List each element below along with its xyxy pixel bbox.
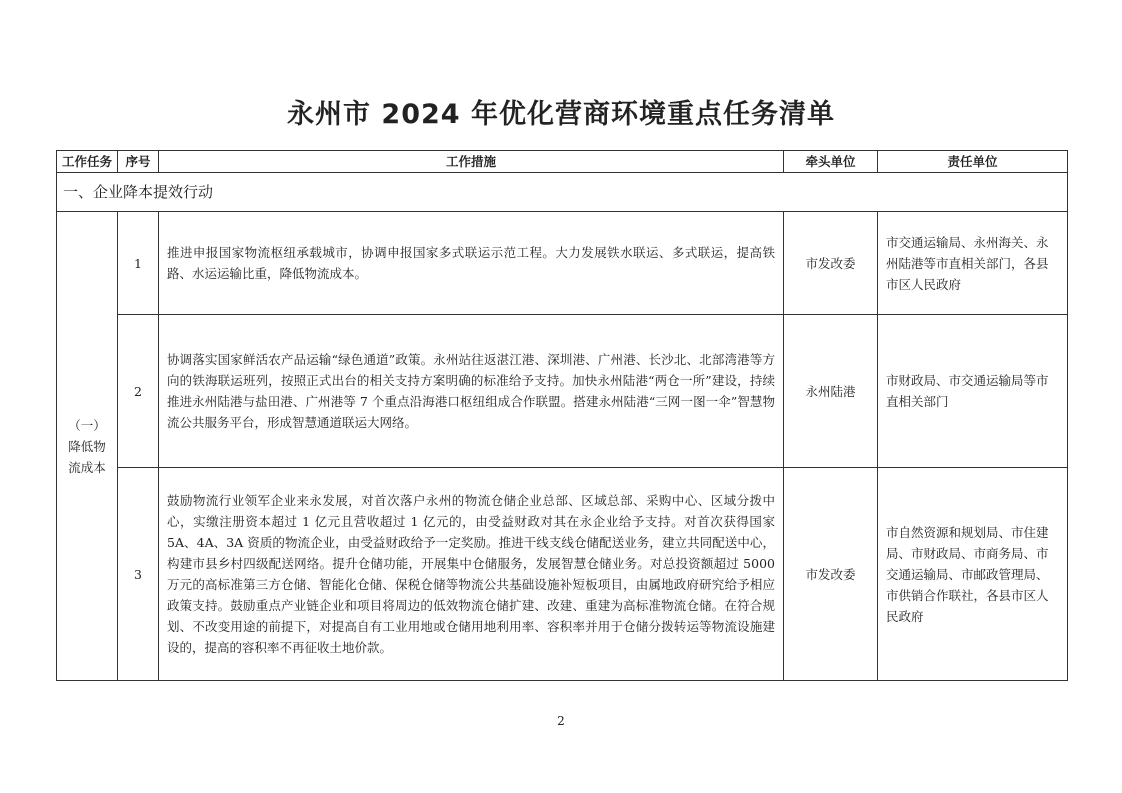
row-measure: 鼓励物流行业领军企业来永发展，对首次落户永州的物流仓储企业总部、区域总部、采购中心、区域分拨中心，实缴注册资本超过 1 亿元且营收超过 1 亿元的，由受益财政对其在永企业给予支持。对首次获得国家 5A、4A、3A 资质的物流企业，由受益财政给予一定奖励。推进干线支线仓储配送业务，建立共同配送中心，构建市县乡村四级配送网络。提升仓储功能，开展集中仓储服务，发展智慧仓储业务。对总投资额超过 5000 万元的高标准第三方仓储、智能化仓储、保税仓储等物流公共基础设施补短板项目，由属地政府研究给予相应政策支持。鼓励重点产业链企业和项目将周边的低效物流仓储扩建、改建、重建为高标准物流仓储。在符合规划、不改变用途的前提下，对提高自有工业用地或仓储用地利用率、容积率并用于仓储分拨转运等物流设施建设的，提高的容积率不再征收土地价款。 [159,468,784,681]
row-lead-unit: 市发改委 [784,468,878,681]
row-number: 1 [118,212,159,315]
row-measure: 协调落实国家鲜活农产品运输“绿色通道”政策。永州站往返湛江港、深圳港、广州港、长沙北、北部湾港等方向的铁海联运班列，按照正式出台的相关支持方案明确的标准给予支持。加快永州陆港“两仓一所”建设，持续推进永州陆港与盐田港、广州港等 7 个重点沿海港口枢纽组成合作联盟。搭建永州陆港“三网一图一伞”智慧物流公共服务平台，形成智慧通道联运大网络。 [159,315,784,468]
row-responsible-unit: 市交通运输局、永州海关、永州陆港等市直相关部门，各县市区人民政府 [878,212,1068,315]
row-number: 2 [118,315,159,468]
row-responsible-unit: 市财政局、市交通运输局等市直相关部门 [878,315,1068,468]
task-table [56,150,1068,681]
table-row [57,315,1068,468]
row-lead-unit: 市发改委 [784,212,878,315]
section-row [57,173,1068,212]
row-measure: 推进申报国家物流枢纽承载城市，协调申报国家多式联运示范工程。大力发展铁水联运、多式联运，提高铁路、水运运输比重，降低物流成本。 [159,212,784,315]
header-task: 工作任务 [57,151,118,173]
row-number: 3 [118,468,159,681]
table-row [57,468,1068,681]
row-lead-unit: 永州陆港 [784,315,878,468]
header-responsible-unit: 责任单位 [878,151,1068,173]
page-title: 永州市 2024 年优化营商环境重点任务清单 [287,99,835,130]
row-responsible-unit: 市自然资源和规划局、市住建局、市财政局、市商务局、市交通运输局、市邮政管理局、市供销合作联社，各县市区人民政府 [878,468,1068,681]
table-header-row [57,151,1068,173]
header-lead-unit: 牵头单位 [784,151,878,173]
table-row [57,212,1068,315]
header-measure: 工作措施 [159,151,784,173]
task-group: （一）降低物流成本 [57,212,118,681]
header-number: 序号 [118,151,159,173]
section-title: 一、企业降本提效行动 [57,173,1068,212]
page-number: 2 [557,714,565,728]
